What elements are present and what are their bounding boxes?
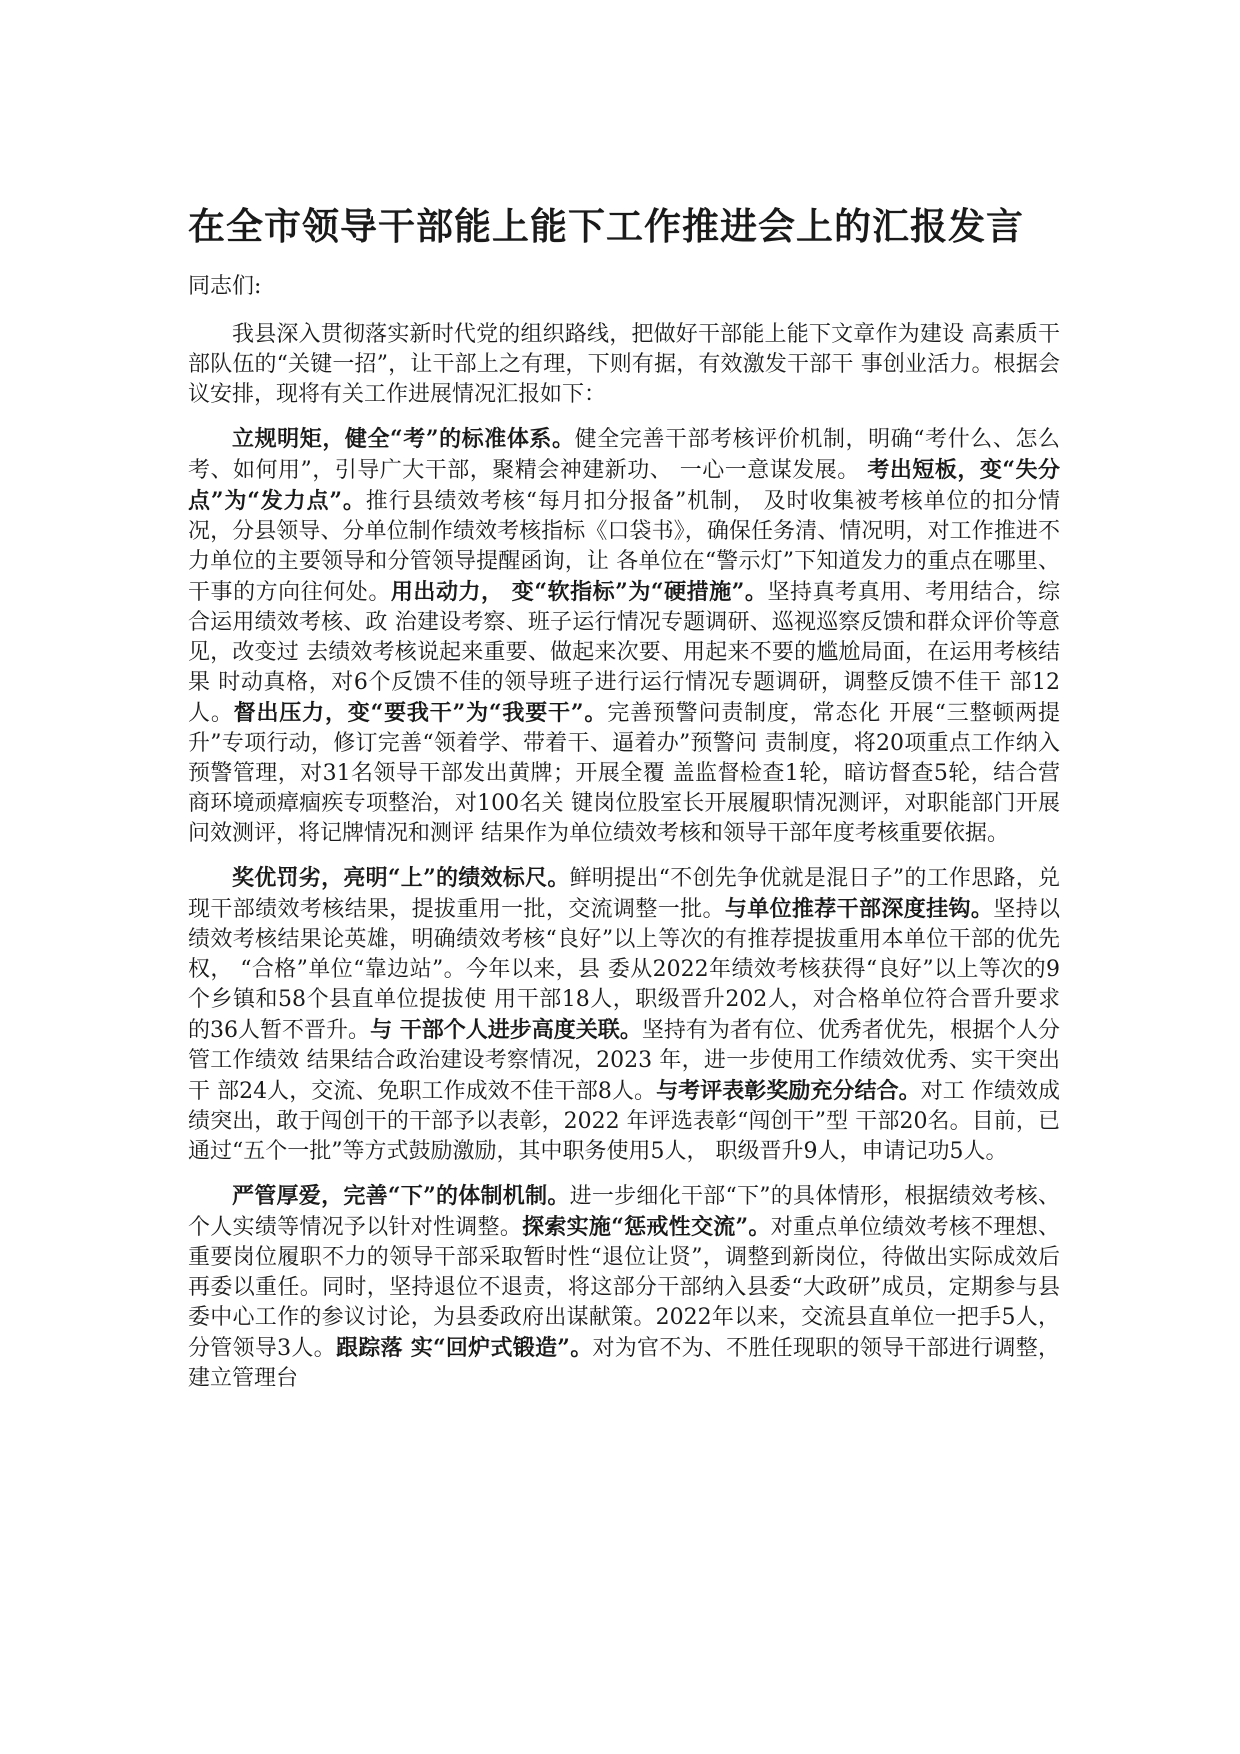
body-text: 对为官不为、不胜任现职的领导干部进行调整，建立管理台 [188,1336,1061,1391]
subsection-heading: 考出短板，变“失分点”为“发力点”。 [188,457,1060,514]
salutation: 同志们: [188,274,262,299]
section-heading: 立规明矩，健全“考”的标准体系。 [232,426,575,452]
section-heading: 奖优罚劣，亮明“上”的绩效标尺。 [232,865,570,891]
section-rewards-paragraph [188,863,1060,1167]
body-text: 对重点单位绩效考核不理想、重要岗位履职不力的领导干部采取暂时性“退位让贤”，调整到新岗位，待做出实际成效后再委以重任。同时，坚持退位不退责，将这部分干部纳入县委“大政研”成员，定期参与县委中心工作的参议讨论，为县委政府出谋献策。2022年以来，交流县直单位一把手5人，分管领导3人。 [188,1215,1060,1361]
body-text: 健全完善干部考核评价机制，明确“考什么、怎么考、如何用”，引导广大干部，聚精会神建新功、 一心一意谋发展。 [188,427,1061,483]
section-management-paragraph [188,1181,1060,1394]
subsection-heading: 用出动力， 变“软指标”为“硬措施”。 [390,579,768,605]
body-text: 鲜明提出“不创先争优就是混日子”的工作思路，兑现干部绩效考核结果，提拔重用一批，交流调整一批。 [188,866,1061,922]
body-text: 坚持以绩效考核结果论英雄，明确绩效考核“良好”以上等次的有推荐提拔重用本单位干部的优先权， “合格”单位“靠边站”。今年以来，县 委从2022年绩效考核获得“良好”以上等次的9个乡镇和58个县直单位提拔使 用干部18人，职级晋升202人，对合格单位符合晋升要求的36人暂不晋升。 [188,897,1060,1043]
body-text: 进一步细化干部“下”的具体情形，根据绩效考核、个人实绩等情况予以针对性调整。 [188,1184,1061,1240]
body-text: 对工 作绩效成绩突出，敢于闯创干的干部予以表彰，2022 年评选表彰“闯创干”型 干部20名。目前，已通过“五个一批”等方式鼓励激励，其中职务使用5人， 职级晋升9人，申请记功5人。 [188,1079,1060,1164]
section-standards-paragraph [188,424,1060,849]
subsection-heading: 督出压力，变“要我干”为“我要干”。 [233,700,608,726]
body-text: 坚持真考真用、考用结合，综合运用绩效考核、政 治建设考察、班子运行情况专题调研、巡视巡察反馈和群众评价等意见，改变过 去绩效考核说起来重要、做起来次要、用起来不要的尴尬局面，在运用考核结果 时动真格，对6个反馈不佳的领导班子进行运行情况专题调研，调整反馈不佳干 部12人。 [188,580,1060,726]
subsection-heading: 与单位推荐干部深度挂钩。 [724,896,994,922]
document-title: 在全市领导干部能上能下工作推进会上的汇报发言 [188,205,1024,248]
subsection-heading: 与考评表彰奖励充分结合。 [656,1078,921,1104]
section-heading: 严管厚爱，完善“下”的体制机制。 [232,1183,570,1209]
body-text: 完善预警问责制度，常态化 开展“三整顿两提升”专项行动，修订完善“领着学、带着干、逼着办”预警问 责制度，将20项重点工作纳入预警管理，对31名领导干部发出黄牌；开展全覆 盖监督检查1轮，暗访督查5轮，结合营商环境顽瘴痼疾专项整治，对100名关 键岗位股室长开展履职情况测评，对职能部门开展问效测评，将记牌情况和测评 结果作为单位绩效考核和领导干部年度考核重要依据。 [188,701,1060,846]
body-text: 坚持有为者有位、优秀者优先，根据个人分管工作绩效 结果结合政治建设考察情况，2023 年，进一步使用工作绩效优秀、实干突出干 部24人，交流、免职工作成效不佳干部8人。 [188,1018,1060,1104]
subsection-heading: 与 干部个人进步高度关联。 [370,1017,642,1043]
subsection-heading: 探索实施“惩戒性交流”。 [522,1214,771,1240]
body-text: 推行县绩效考核“每月扣分报备”机制， 及时收集被考核单位的扣分情况，分县领导、分单位制作绩效考核指标《口袋书》，确保任务清、情况明，对工作推进不力单位的主要领导和分管领导提醒函询，让 各单位在“警示灯”下知道发力的重点在哪里、干事的方向往何处。 [188,489,1060,605]
intro-paragraph: 我县深入贯彻落实新时代党的组织路线，把做好干部能上能下文章作为建设 高素质干部队伍的“关键一招”，让干部上之有理，下则有据，有效激发干部干 事创业活力。根据会议安排，现将有关工作进展情况汇报如下： [188,322,1060,407]
subsection-heading: 跟踪落 实“回炉式锻造”。 [335,1335,593,1361]
